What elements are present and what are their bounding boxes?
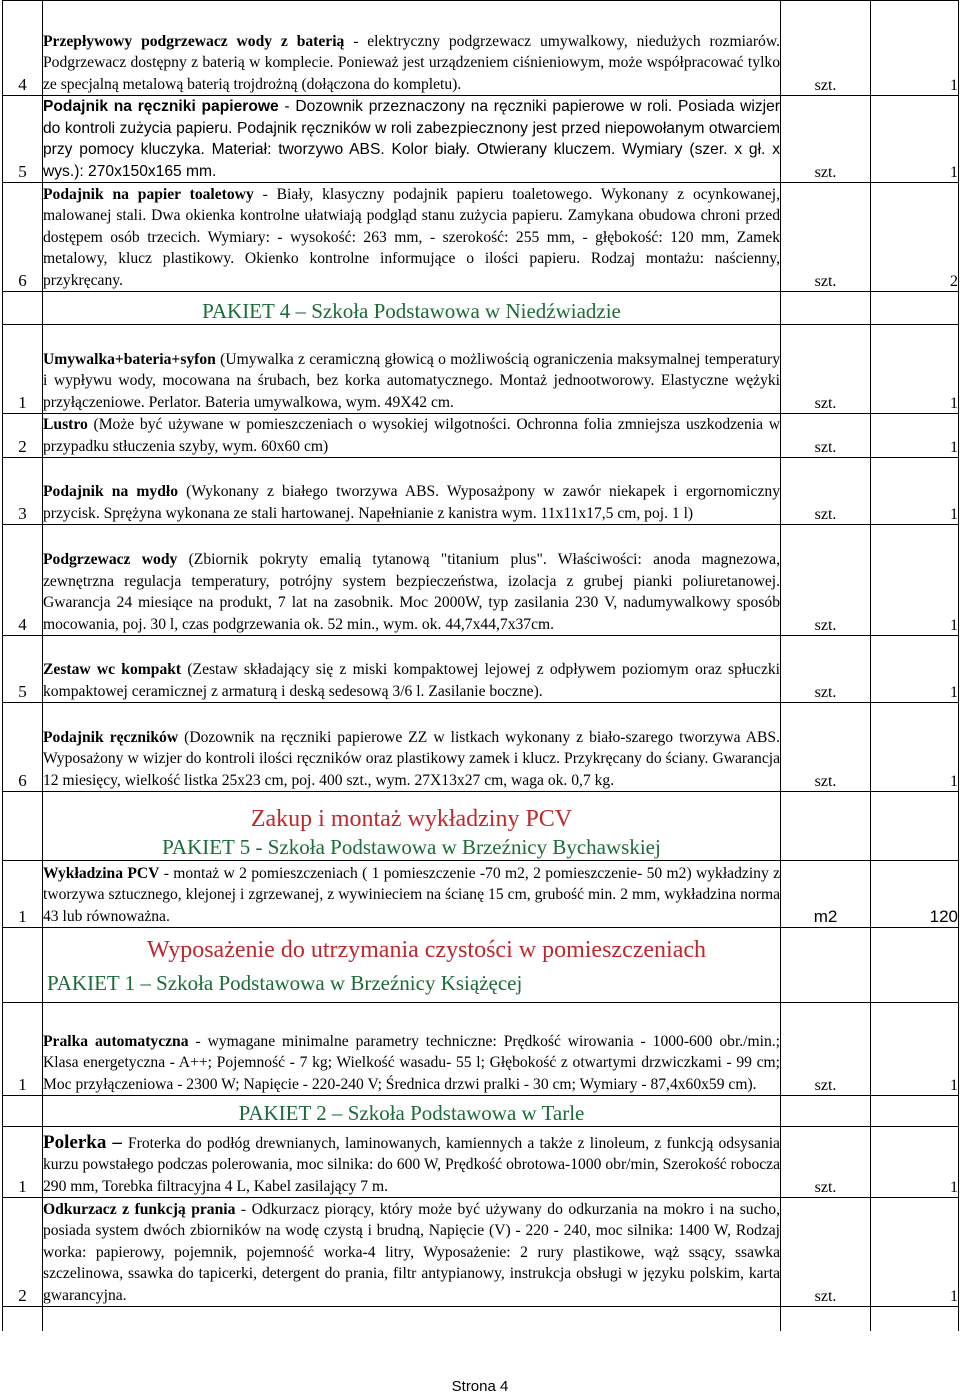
row-unit: szt. — [781, 414, 871, 458]
row-number: 6 — [3, 183, 43, 292]
item-text: - montaż w 2 pomieszczeniach ( 1 pomieszczenie -70 m2, 2 pomieszczenie- 50 m2) wykładziny z tworzywa sztucznego, klejonej i zgrzewanej, z wywinieciem na ścianę 15 cm, grubość min. 2 mm, wykładzina norma 43 lub równoważna. — [43, 864, 780, 925]
row-number: 5 — [3, 96, 43, 183]
item-title: Zestaw wc kompakt — [43, 661, 182, 678]
row-quantity: 1 — [871, 458, 959, 525]
row-unit: szt. — [781, 1003, 871, 1096]
row-description — [43, 414, 781, 458]
section-header-row — [3, 928, 959, 1003]
row-unit: szt. — [781, 458, 871, 525]
row-description — [43, 1127, 781, 1198]
row-description — [43, 1003, 781, 1096]
row-description — [43, 458, 781, 525]
item-title: Podajnik na papier toaletowy — [43, 185, 254, 203]
item-text: (Zbiornik pokryty emalią tytanową "titanium plus". Właściwości: anoda magnezowa, zewnętrzna regulacja temperatury, potrójny system bezpieczeństwa, izolacja z grubej pianki poliuretanowej. Gwarancja 24 miesiące na produkt, 7 lat na zasobnik. Moc 2000W, typ zasilania 230 V, nadumywalkowy sposób mocowania, poj. 30 l, czas podgrzewania ok. 52 min., wym. ok. 44,7x44,7x37cm. — [43, 551, 780, 633]
row-number: 6 — [3, 703, 43, 792]
item-text: - Biały, klasyczny podajnik papieru toaletowego. Wykonany z ocynkowanej, malowanej stali. Dwa okienka kontrolne ułatwiają podgląd stanu zużycia papieru. Zamykana obudowa chroni przed dostępem osób trzecich. Wymiary: - wysokość: 263 mm, - szerokość: 255 mm, - głębokość: 120 mm, Zamek metalowy, klucz plastikowy. Okienko kontrolne informujące o ilości papieru. Rodzaj montażu: naścienny, przykręcany. — [43, 185, 781, 289]
specification-table — [2, 0, 959, 1331]
zakup-heading: Zakup i montaż wykładziny PCV — [250, 806, 573, 832]
row-quantity: 1 — [871, 1, 959, 96]
row-quantity: 1 — [871, 703, 959, 792]
item-title: Podajnik na ręczniki papierowe — [43, 98, 279, 115]
pakiet-4-heading: PAKIET 4 – Szkoła Podstawowa w Niedźwiadzie — [43, 292, 781, 325]
item-text: (Umywalka z ceramiczną głowicą o możliwością ograniczenia maksymalnej temperatury i wypływu wody, mocowana na śrubach, bez korka automatycznego. Montaż jednootworowy. Elastyczne wężyki przyłączeniowe. Perlator. Bateria umywalkowa, wym. 49X42 cm. — [43, 350, 780, 411]
row-number: 5 — [3, 636, 43, 703]
row-number: 4 — [3, 1, 43, 96]
table-row — [3, 1003, 959, 1096]
row-unit: szt. — [781, 1127, 871, 1198]
row-quantity: 120 — [871, 861, 959, 928]
row-quantity: 1 — [871, 1198, 959, 1307]
item-text: (Może być używane w pomieszczeniach o wysokiej wilgotności. Ochronna folia zmniejsza uszkodzenia w przypadku stłuczenia szyby, wym. 60x60 cm) — [43, 416, 780, 455]
row-quantity: 2 — [871, 183, 959, 292]
row-quantity: 1 — [871, 636, 959, 703]
row-description — [43, 325, 781, 414]
row-description — [43, 525, 781, 636]
row-quantity: 1 — [871, 1003, 959, 1096]
pakiet-2-heading: PAKIET 2 – Szkoła Podstawowa w Tarle — [43, 1096, 781, 1127]
section-header-row — [3, 292, 959, 325]
row-description — [43, 636, 781, 703]
row-unit: szt. — [781, 183, 871, 292]
row-unit: szt. — [781, 636, 871, 703]
row-number: 1 — [3, 1003, 43, 1096]
page-footer: Strona 4 — [451, 1378, 509, 1395]
section-header-row — [3, 792, 959, 861]
item-title: Podgrzewacz wody — [43, 551, 178, 568]
item-title: Lustro — [43, 416, 88, 433]
section-header-row — [3, 1096, 959, 1127]
item-title: Podajnik ręczników — [43, 728, 179, 746]
wyposazenie-heading: Wyposażenie do utrzymania czystości w pomieszczeniach — [147, 936, 706, 963]
table-row — [3, 861, 959, 928]
row-number: 1 — [3, 1127, 43, 1198]
table-row — [3, 458, 959, 525]
row-quantity: 1 — [871, 1127, 959, 1198]
table-row — [3, 1198, 959, 1307]
row-description — [43, 1198, 781, 1307]
pakiet-5-heading: PAKIET 5 - Szkoła Podstawowa w Brzeźnicy Bychawskiej — [162, 835, 661, 859]
table-row — [3, 1, 959, 96]
item-title: Umywalka+bateria+syfon — [43, 350, 216, 368]
item-text: (Zestaw składający się z miski kompaktowej lejowej z odpływem poziomym oraz spłuczki kompaktowej ceramicznej z armaturą i deską sedesową 3/6 l. Zasilanie boczne). — [43, 661, 780, 700]
row-unit: szt. — [781, 1198, 871, 1307]
row-quantity: 1 — [871, 525, 959, 636]
item-text: (Dozownik na ręczniki papierowe ZZ w listkach wykonany z biało-szarego tworzywa ABS. Wyposażony w wizjer do kontroli ilości ręczników oraz plastikowy zamek i klucz. Przykręcany do ściany. Gwarancja 12 miesięcy, wielkość listka 25x23 cm, poj. 400 szt., wym. 27X13x27 cm, waga ok. 0,7 kg. — [43, 728, 780, 789]
table-row — [3, 525, 959, 636]
item-text: - wymagane minimalne parametry techniczne: Prędkość wirowania - 1000-600 obr./min.; Klasa energetyczna - A++; Pojemność - 7 kg; Wielkość wasadu- 55 l; Głębokość z otwartymi drzwiczkami - 99 cm; Moc przyłączeniowa - 2300 W; Napięcie - 220-240 V; Średnica drzwi pralki - 30 cm; Wymiary - 87,4x60x59 cm). — [43, 1032, 780, 1093]
row-description — [43, 96, 781, 183]
pakiet-1-heading: PAKIET 1 – Szkoła Podstawowa w Brzeźnicy Książęcej — [47, 970, 523, 995]
item-title: Pralka automatyczna — [43, 1032, 189, 1050]
table-row — [3, 703, 959, 792]
item-title: Odkurzacz z funkcją prania — [43, 1200, 236, 1218]
row-number: 3 — [3, 458, 43, 525]
item-text: - elektryczny podgrzewacz umywalkowy, niedużych rozmiarów. Podgrzewacz dostępny z baterią w komplecie. Ponieważ jest urządzeniem ciśnieniowym, może współpracować tylko ze specjalną metalową baterią trojdrożną (dołączona do kompletu). — [43, 32, 780, 93]
table-row — [3, 183, 959, 292]
row-number: 1 — [3, 325, 43, 414]
row-quantity: 1 — [871, 96, 959, 183]
row-unit: szt. — [781, 525, 871, 636]
row-number: 4 — [3, 525, 43, 636]
row-description — [43, 1, 781, 96]
row-quantity: 1 — [871, 325, 959, 414]
item-text: - Odkurzacz piorący, który może być używany do odkurzania na mokro i na sucho, posiada system dwóch zbiorników na wodę czystą i brudną, Napięcie (V) - 220 - 240, moc silnika: 1400 W, Rodzaj worka: papierowy, pojemnik, pojemność worka-4 litry, Wyposażenie: 2 rury plastikowe, wąż ssący, ssawka szczelinowa, ssawka do tapicerki, detergent do prania, filtr antypianowy, instrukcja obsługi w języku polskim, karta gwarancyjna. — [43, 1200, 780, 1304]
table-row — [3, 96, 959, 183]
table-row — [3, 636, 959, 703]
item-text: - Dozownik przeznaczony na ręczniki papierowe w roli. Posiada wizjer do kontroli zużycia papieru. Podajnik ręczników w roli zabezpiecznony jest przed niepowołanym otwarciem przy pomocy kluczyka. Materiał: tworzywo ABS. Kolor biały. Otwierany kluczem. Wymiary (szer. x gł. x wys.): 270x150x165 mm. — [43, 98, 780, 180]
table-row — [3, 325, 959, 414]
row-number: 1 — [3, 861, 43, 928]
row-description — [43, 703, 781, 792]
item-title: Podajnik na mydło — [43, 483, 179, 500]
row-unit: szt. — [781, 703, 871, 792]
row-quantity: 1 — [871, 414, 959, 458]
table-row — [3, 414, 959, 458]
row-unit: szt. — [781, 96, 871, 183]
row-unit: szt. — [781, 1, 871, 96]
item-title: Wykładzina PCV — [43, 864, 160, 882]
row-unit: m2 — [781, 861, 871, 928]
row-unit: szt. — [781, 325, 871, 414]
row-number: 2 — [3, 1198, 43, 1307]
item-title: Przepływowy podgrzewacz wody z baterią — [43, 32, 345, 50]
row-description — [43, 861, 781, 928]
row-number: 2 — [3, 414, 43, 458]
item-text: Froterka do podłóg drewnianych, laminowanych, kamiennych a także z linoleum, z funkcją odsysania kurzu powstałego podczas polerowania, moc silnika: do 600 W, Prędkość obrotowa-1000 obr/min, Szerokość robocza 290 mm, Torebka filtracyjna 4 L, Kabel zasilający 7 m. — [43, 1134, 780, 1195]
row-description — [43, 183, 781, 292]
item-title: Polerka – — [43, 1131, 128, 1153]
table-row — [3, 1127, 959, 1198]
item-text: (Wykonany z białego tworzywa ABS. Wyposażpony w zawór niekapek i ergornomiczny przycisk. Sprężyna wykonana ze stali hartowanej. Napełnianie z kanistra wym. 11x11x17,5 cm, poj. 1 l) — [43, 483, 780, 522]
